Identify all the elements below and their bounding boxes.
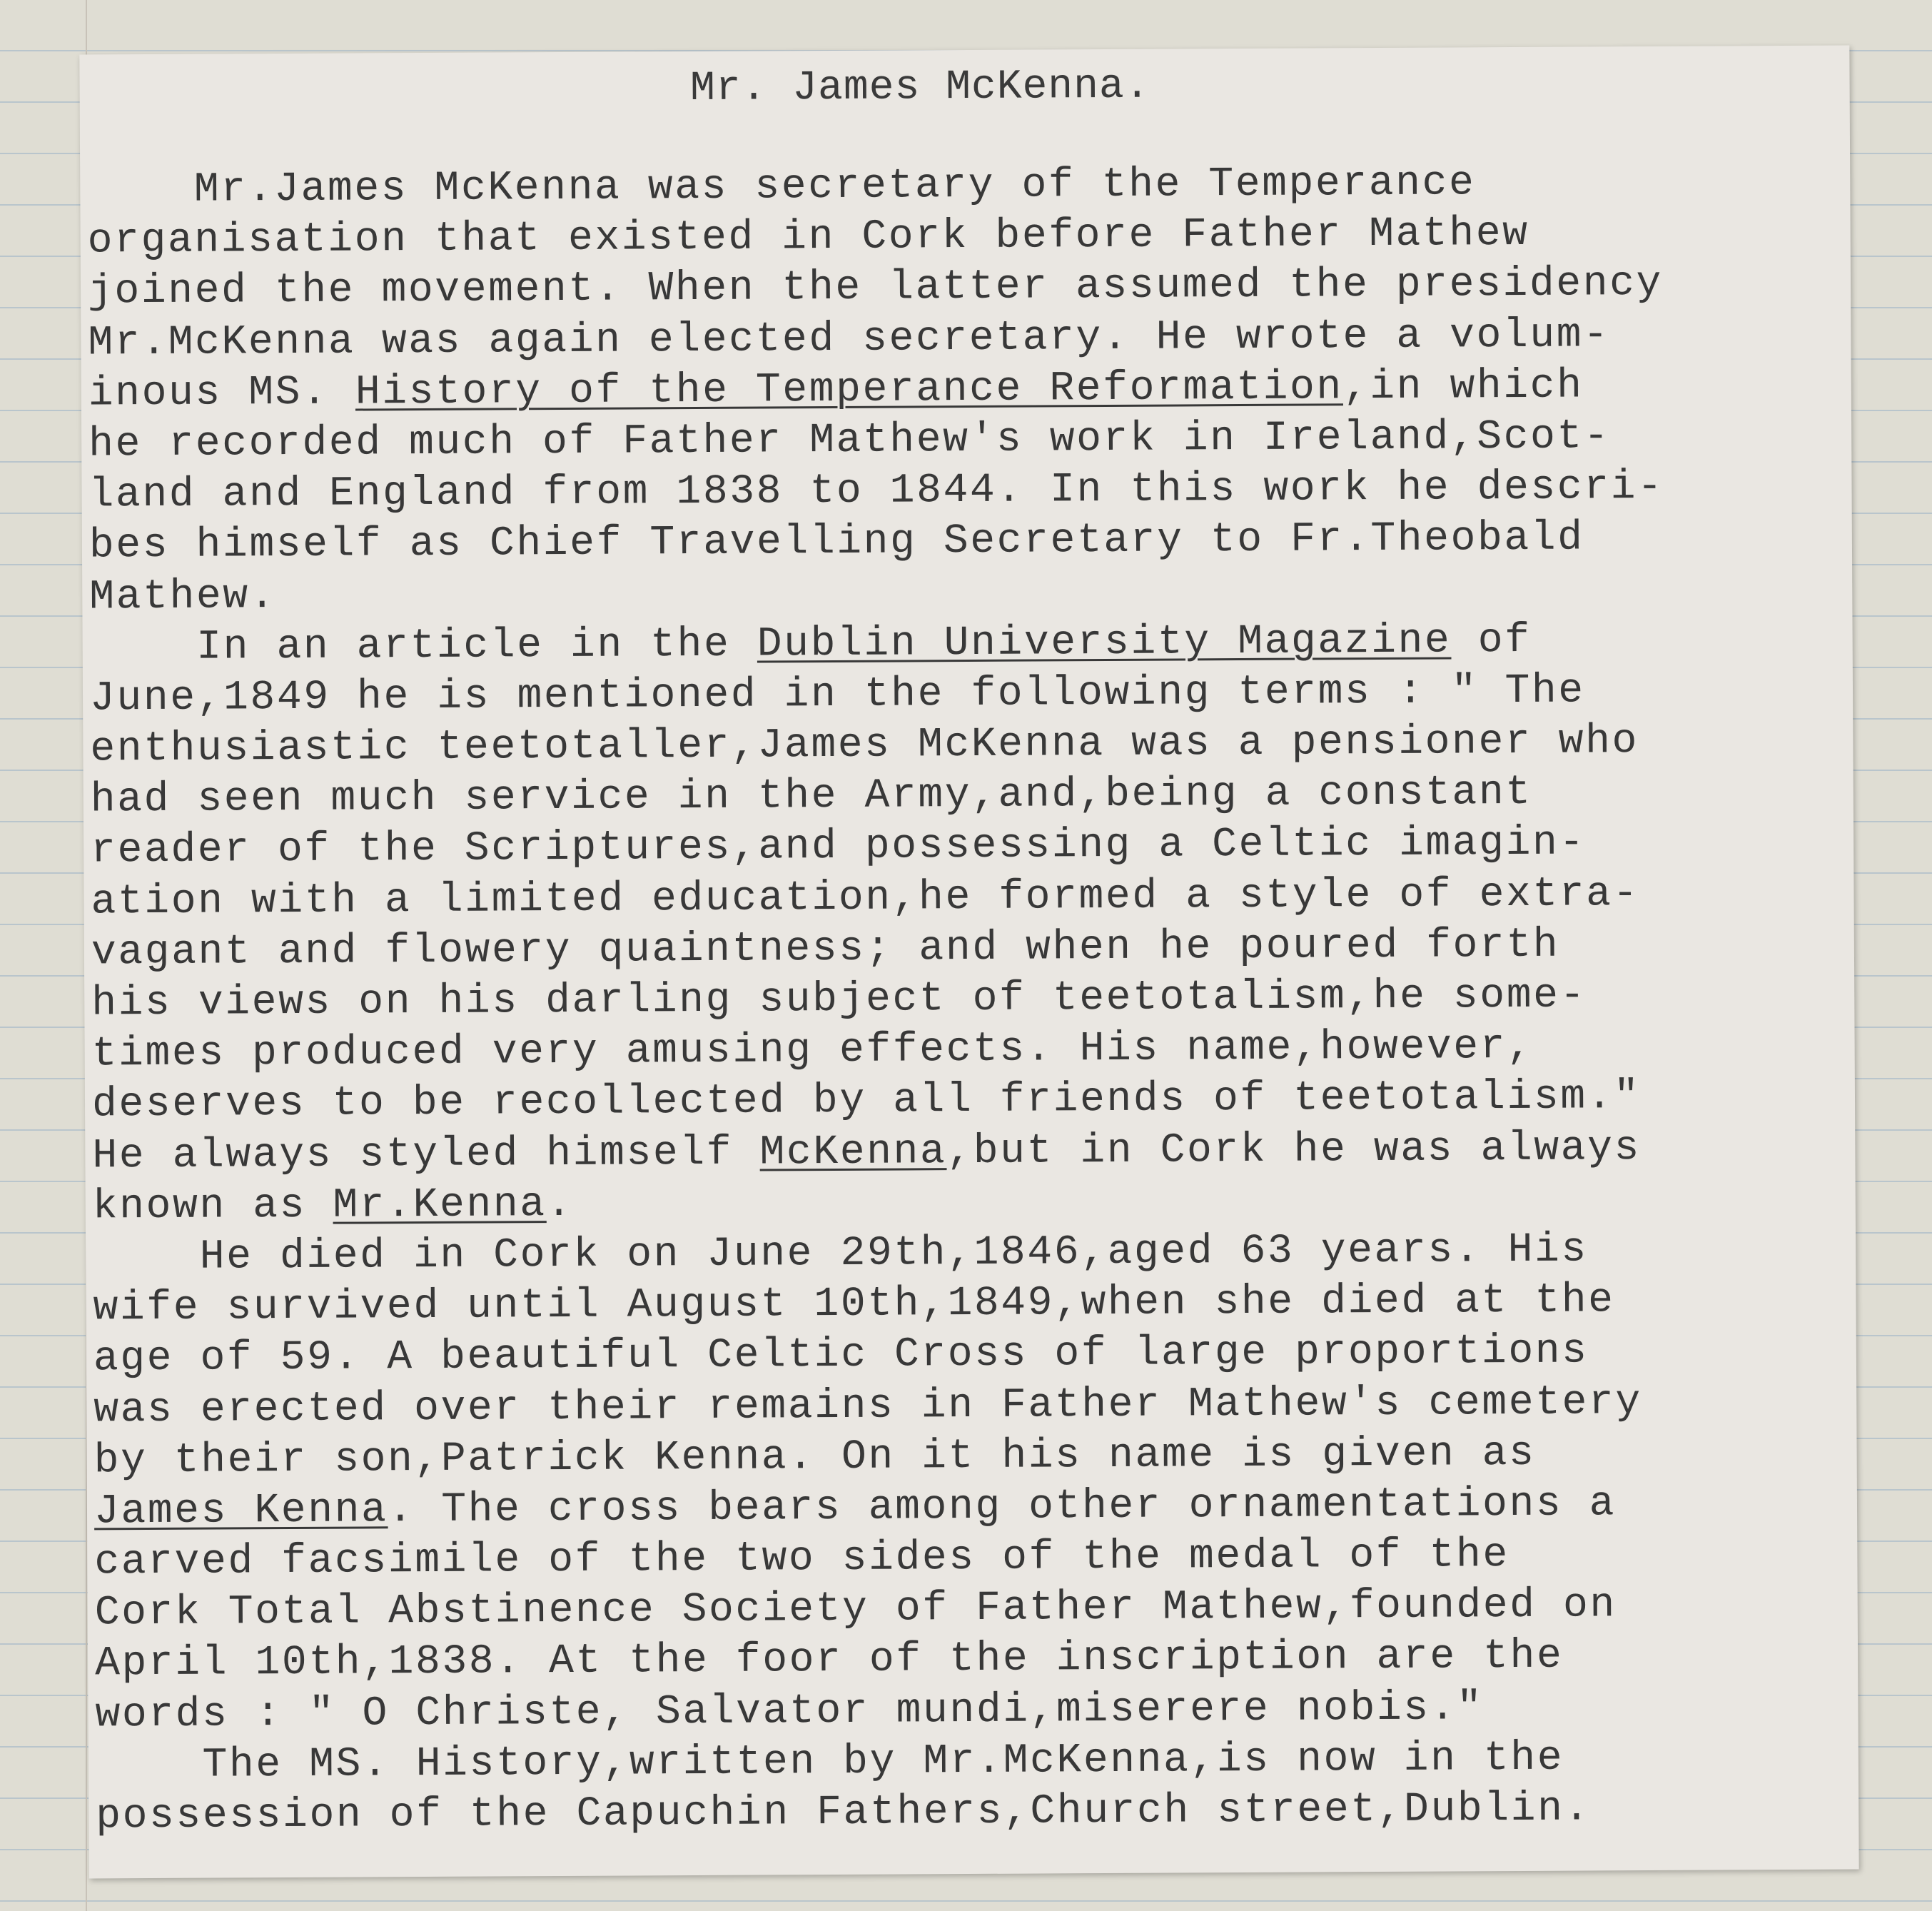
text-line xyxy=(90,664,1846,724)
text-segment: . The cross bears among other ornamentations a xyxy=(388,1481,1617,1534)
text-segment: ,but in Cork he was always xyxy=(946,1124,1642,1175)
text-segment: times produced very amusing effects. His name,however, xyxy=(91,1024,1534,1078)
text-segment: reader of the Scriptures,and possessing a Celtic imagin- xyxy=(91,820,1587,874)
text-line xyxy=(87,156,1843,216)
text-segment: words : " O Christe, Salvator mundi,miserere nobis." xyxy=(95,1684,1484,1739)
text-line xyxy=(93,1172,1848,1232)
text-line xyxy=(88,207,1844,267)
text-line xyxy=(95,1579,1851,1639)
text-segment: Mathew. xyxy=(89,573,277,620)
text-segment: Cork Total Abstinence Society of Father Mathew,founded on xyxy=(94,1582,1617,1637)
text-line xyxy=(91,867,1846,927)
text-line xyxy=(94,1477,1850,1537)
text-line xyxy=(91,766,1846,826)
text-segment: age of 59. A beautiful Celtic Cross of large proportions xyxy=(93,1328,1589,1383)
text-segment: had seen much service in the Army,and,being a constant xyxy=(90,770,1532,824)
text-line xyxy=(91,1020,1847,1080)
text-segment: land and England from 1838 to 1844. In this work he descri- xyxy=(88,464,1664,519)
paragraph xyxy=(93,1223,1851,1740)
text-segment: inous MS. xyxy=(88,369,356,418)
text-line xyxy=(93,1274,1848,1334)
text-line xyxy=(91,969,1847,1029)
text-segment: vagant and flowery quaintness; and when he poured forth xyxy=(91,922,1560,977)
paragraph xyxy=(89,613,1848,1232)
paragraph xyxy=(87,156,1845,623)
text-line xyxy=(89,613,1845,673)
text-segment: was erected over their remains in Father Mathew's cemetery xyxy=(93,1378,1642,1433)
document-body xyxy=(87,156,1851,1842)
text-line xyxy=(95,1680,1851,1740)
text-line xyxy=(91,918,1847,978)
underlined-text: History of the Temperance Reformation xyxy=(355,363,1344,416)
text-segment: possession of the Capuchin Fathers,Church street,Dublin. xyxy=(96,1785,1592,1840)
text-line xyxy=(96,1731,1851,1791)
text-segment: of xyxy=(1451,617,1532,665)
text-line xyxy=(93,1325,1849,1385)
page-title: Mr. James McKenna. xyxy=(689,63,1150,113)
text-segment: bes himself as Chief Travelling Secretary to Fr.Theobald xyxy=(88,515,1584,570)
text-segment: his views on his darling subject of teetotalism,he some- xyxy=(91,972,1587,1027)
typed-sheet xyxy=(79,46,1858,1879)
text-line xyxy=(88,410,1844,470)
text-segment: ation with a limited education,he formed a style of extra- xyxy=(91,870,1640,926)
text-line xyxy=(94,1528,1850,1588)
text-segment: enthusiastic teetotaller,James McKenna was a pensioner who xyxy=(90,718,1639,773)
text-line xyxy=(89,512,1845,572)
text-segment: He always styled himself xyxy=(92,1129,760,1179)
text-line xyxy=(93,1223,1848,1283)
text-segment: organisation that existed in Cork before Father Mathew xyxy=(87,211,1529,265)
text-line xyxy=(89,563,1845,622)
text-segment: deserves to be recollected by all friends of teetotalism." xyxy=(91,1074,1641,1129)
text-line xyxy=(88,461,1844,521)
ledger-margin xyxy=(0,0,87,1911)
underlined-text: McKenna xyxy=(759,1128,947,1176)
text-segment: Mr.James McKenna was secretary of the Temperance xyxy=(87,160,1476,214)
underlined-text: James Kenna xyxy=(93,1487,388,1536)
text-segment: he recorded much of Father Mathew's work in Ireland,Scot- xyxy=(88,413,1611,468)
text-line xyxy=(95,1630,1851,1690)
text-segment: June,1849 he is mentioned in the following terms : " The xyxy=(89,667,1585,722)
text-line xyxy=(91,817,1846,877)
text-line xyxy=(92,1071,1848,1131)
text-segment: carved facsimile of the two sides of the medal of the xyxy=(94,1532,1510,1586)
text-segment: wife survived until August 10th,1849,when she died at the xyxy=(93,1277,1615,1332)
text-segment: In an article in the xyxy=(89,621,757,672)
text-segment: by their son,Patrick Kenna. On it his name is given as xyxy=(93,1430,1536,1485)
text-line xyxy=(88,258,1844,318)
text-segment: Mr.McKenna was again elected secretary. He wrote a volum- xyxy=(88,311,1610,367)
text-line xyxy=(96,1783,1851,1842)
text-line xyxy=(88,308,1844,368)
text-segment: joined the movement. When the latter assumed the presidency xyxy=(87,261,1664,316)
text-segment: known as xyxy=(92,1182,333,1231)
text-segment: April 10th,1838. At the foor of the inscription are the xyxy=(94,1633,1564,1688)
underlined-text: Mr.Kenna xyxy=(333,1181,547,1229)
text-line xyxy=(93,1376,1849,1436)
text-line xyxy=(93,1426,1849,1486)
paragraph xyxy=(96,1731,1852,1842)
text-line xyxy=(90,715,1846,775)
text-segment: He died in Cork on June 29th,1846,aged 63 years. His xyxy=(92,1226,1589,1281)
text-line xyxy=(88,359,1844,419)
text-segment: . xyxy=(546,1181,574,1228)
text-segment: The MS. History,written by Mr.McKenna,is now in the xyxy=(95,1735,1564,1790)
text-segment: ,in which xyxy=(1342,363,1584,410)
underlined-text: Dublin University Magazine xyxy=(757,617,1452,668)
text-line xyxy=(92,1121,1848,1181)
